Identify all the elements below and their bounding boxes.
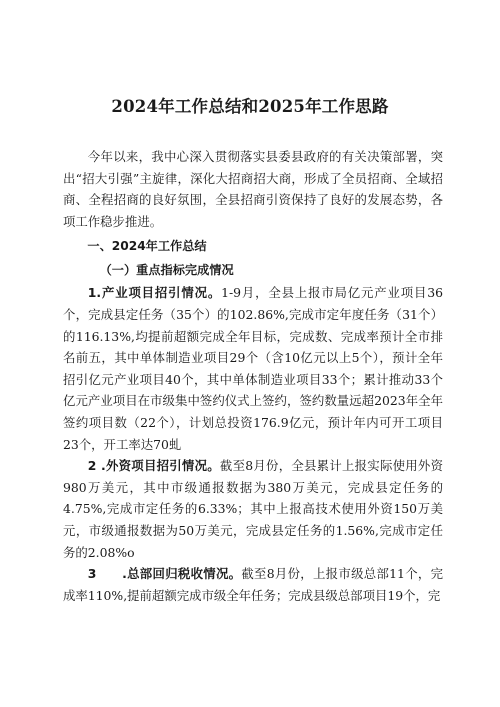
paragraph-text: 1-9月，全县上报市局亿元产业项目36个，完成县定任务（35个）的102.86%,完成市定年度任务（31个）的116.13%,均提前超额完成全年目标，完成数、完成率预计全市排名前五，其中单体制造业项目29个（含10亿元以上5个），预计全年招引亿元产业项目40个，其中单体制造业项目33个；累计推动33个亿元产业项目在市级集中签约仪式上签约，签约数量远超2023年全年签约项目数（22个），计划总投资176.9亿元，预计年内可开工项目23个，开工率达70虬 — [63, 285, 443, 452]
paragraph-lead: 3 .总部回归税收情况。 — [87, 566, 242, 582]
paragraph-text: 截至8月份，上报市级总部11个，完成率110%,提前超额完成市级全年任务；完成县级总部项目19个，完 — [63, 566, 443, 603]
section-heading: 一、2024年工作总结 — [87, 239, 207, 254]
subsection-heading: （一）重点指标完成情况 — [99, 263, 234, 278]
paragraph-lead: 2 .外资项目招引情况。 — [87, 458, 220, 474]
intro-paragraph: 今年以来，我中心深入贯彻落实县委县政府的有关决策部署，突出“招大引强”主旋律，深化大招商招大商，形成了全员招商、全域招商、全程招商的良好氛围，全县招商引资保持了良好的发展态势，各项工作稳步推进。 — [63, 149, 443, 229]
paragraph-lead: 1.产业项目招引情况。 — [87, 285, 222, 301]
document-body — [63, 146, 443, 606]
paragraph-item-1 — [63, 282, 443, 455]
paragraph-text: 截至8月份，全县累计上报实际使用外资980万美元，其中市级通报数据为380万美元，完成县定任务的4.75%,完成市定任务的6.33%；其中上报高技术使用外资150万美元，市级通报数据为50万美元，完成县定任务的1.56%,完成市定任务的2.08%o — [63, 458, 443, 560]
paragraph-item-2 — [63, 455, 443, 563]
paragraph-item-3 — [63, 563, 443, 606]
document-title: 2024年工作总结和2025年工作思路 — [111, 97, 389, 116]
